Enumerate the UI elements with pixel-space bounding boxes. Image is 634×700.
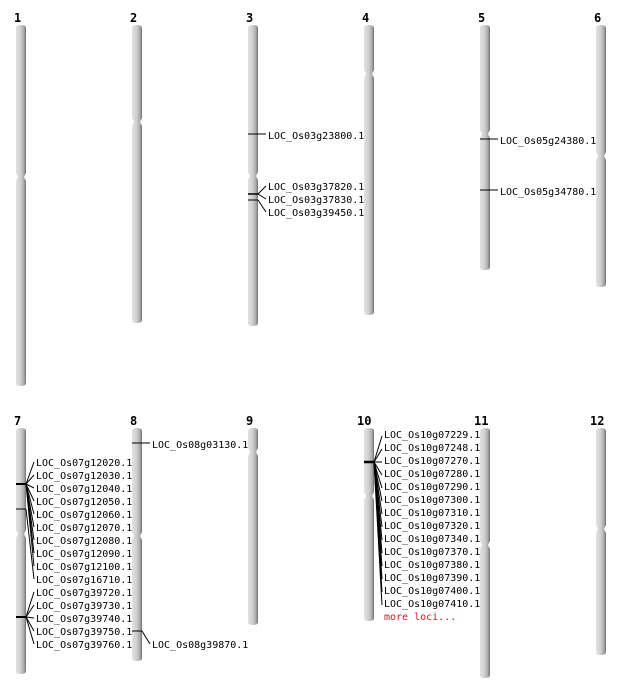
chromosome-6-number: 6 xyxy=(594,11,602,25)
locus-connector xyxy=(142,631,150,644)
locus-label[interactable]: LOC_Os03g23800.1 xyxy=(268,131,365,142)
locus-label[interactable]: LOC_Os07g12100.1 xyxy=(36,562,133,573)
locus-label[interactable]: LOC_Os07g12080.1 xyxy=(36,536,133,547)
chromosome-5-body[interactable] xyxy=(480,25,490,270)
chromosome-10-number: 10 xyxy=(357,414,372,428)
locus-label[interactable]: LOC_Os10g07248.1 xyxy=(384,443,481,454)
chromosome-6 xyxy=(594,11,606,287)
chromosome-3 xyxy=(246,11,364,326)
locus-connector xyxy=(258,186,266,194)
chromosome-2 xyxy=(130,11,142,323)
locus-label[interactable]: LOC_Os07g12040.1 xyxy=(36,484,133,495)
chromosome-4-number: 4 xyxy=(362,11,370,25)
locus-label[interactable]: LOC_Os07g12090.1 xyxy=(36,549,133,560)
chromosome-10-body[interactable] xyxy=(364,428,374,621)
locus-connector xyxy=(258,194,266,199)
locus-label[interactable]: LOC_Os07g39740.1 xyxy=(36,614,133,625)
locus-label[interactable]: LOC_Os07g12020.1 xyxy=(36,458,133,469)
chromosome-12-body[interactable] xyxy=(596,428,606,655)
locus-label[interactable]: LOC_Os05g24380.1 xyxy=(500,136,597,147)
more-loci-link[interactable]: more loci... xyxy=(384,612,457,623)
chromosome-3-number: 3 xyxy=(246,11,254,25)
locus-label[interactable]: LOC_Os10g07229.1 xyxy=(384,430,481,441)
chromosome-8-number: 8 xyxy=(130,414,138,428)
chromosome-10 xyxy=(357,414,480,623)
locus-label[interactable]: LOC_Os07g39720.1 xyxy=(36,588,133,599)
locus-label[interactable]: LOC_Os10g07340.1 xyxy=(384,534,481,545)
locus-label[interactable]: LOC_Os03g39450.1 xyxy=(268,208,365,219)
locus-label[interactable]: LOC_Os03g37830.1 xyxy=(268,195,365,206)
locus-label[interactable]: LOC_Os07g16710.1 xyxy=(36,575,133,586)
locus-label[interactable]: LOC_Os10g07400.1 xyxy=(384,586,481,597)
locus-label[interactable]: LOC_Os05g34780.1 xyxy=(500,187,597,198)
chromosome-7 xyxy=(14,414,132,674)
chromosome-2-number: 2 xyxy=(130,11,138,25)
chromosome-1-body[interactable] xyxy=(16,25,26,386)
chromosome-12 xyxy=(590,414,606,655)
locus-label[interactable]: LOC_Os10g07290.1 xyxy=(384,482,481,493)
chromosome-4-body[interactable] xyxy=(364,25,374,315)
locus-connector xyxy=(26,617,34,644)
locus-connector xyxy=(26,462,34,484)
locus-connector xyxy=(26,617,34,618)
locus-label[interactable]: LOC_Os08g03130.1 xyxy=(152,440,249,451)
locus-label[interactable]: LOC_Os07g12060.1 xyxy=(36,510,133,521)
locus-label[interactable]: LOC_Os07g12070.1 xyxy=(36,523,133,534)
chromosome-8 xyxy=(130,414,248,661)
locus-label[interactable]: LOC_Os07g12050.1 xyxy=(36,497,133,508)
chromosome-2-body[interactable] xyxy=(132,25,142,323)
locus-label[interactable]: LOC_Os10g07320.1 xyxy=(384,521,481,532)
locus-connector xyxy=(26,484,34,566)
chromosome-8-body[interactable] xyxy=(132,428,142,661)
chromosome-7-number: 7 xyxy=(14,414,22,428)
chromosome-11-number: 11 xyxy=(474,414,489,428)
chromosome-1-number: 1 xyxy=(14,11,22,25)
chromosome-12-number: 12 xyxy=(590,414,605,428)
locus-label[interactable]: LOC_Os10g07270.1 xyxy=(384,456,481,467)
chromosome-3-body[interactable] xyxy=(248,25,258,326)
chromosome-11-body[interactable] xyxy=(480,428,490,678)
locus-label[interactable]: LOC_Os10g07370.1 xyxy=(384,547,481,558)
locus-label[interactable]: LOC_Os07g12030.1 xyxy=(36,471,133,482)
chromosome-4 xyxy=(362,11,374,315)
locus-label[interactable]: LOC_Os10g07410.1 xyxy=(384,599,481,610)
chromosome-9-number: 9 xyxy=(246,414,254,428)
locus-label[interactable]: LOC_Os10g07380.1 xyxy=(384,560,481,571)
chromosome-9-body[interactable] xyxy=(248,428,258,625)
locus-connector xyxy=(374,436,382,462)
locus-label[interactable]: LOC_Os10g07300.1 xyxy=(384,495,481,506)
locus-connector xyxy=(26,592,34,617)
locus-connector xyxy=(26,605,34,617)
locus-connector xyxy=(258,200,266,212)
chromosome-5 xyxy=(478,11,596,270)
chromosome-6-body[interactable] xyxy=(596,25,606,287)
chromosome-7-body[interactable] xyxy=(16,428,26,674)
locus-label[interactable]: LOC_Os07g39760.1 xyxy=(36,640,133,651)
locus-label[interactable]: LOC_Os10g07310.1 xyxy=(384,508,481,519)
chromosome-1 xyxy=(14,11,26,386)
locus-label[interactable]: LOC_Os10g07280.1 xyxy=(384,469,481,480)
locus-connector xyxy=(374,449,382,462)
locus-label[interactable]: LOC_Os10g07390.1 xyxy=(384,573,481,584)
chromosome-5-number: 5 xyxy=(478,11,486,25)
locus-label[interactable]: LOC_Os08g39870.1 xyxy=(152,640,249,651)
locus-label[interactable]: LOC_Os03g37820.1 xyxy=(268,182,365,193)
locus-label[interactable]: LOC_Os07g39750.1 xyxy=(36,627,133,638)
locus-label[interactable]: LOC_Os07g39730.1 xyxy=(36,601,133,612)
